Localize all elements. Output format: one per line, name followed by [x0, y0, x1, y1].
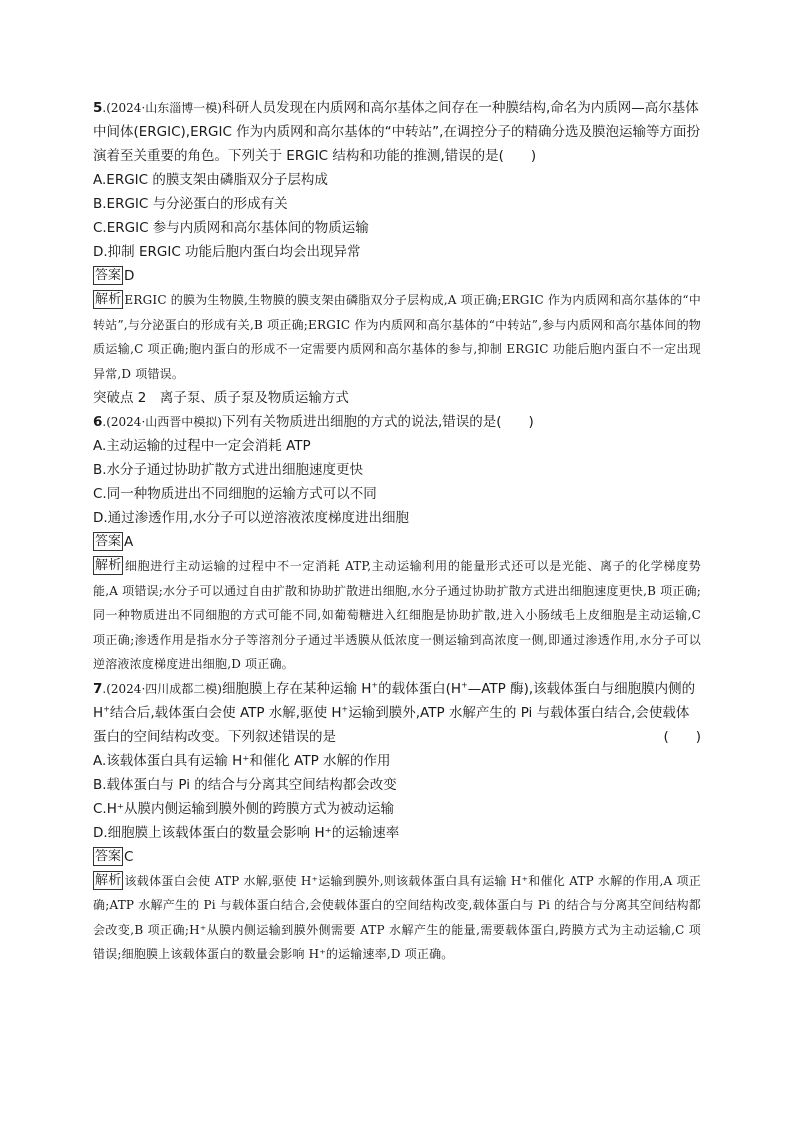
answer-value: D [124, 268, 135, 284]
answer-tag: 答案 [95, 268, 122, 283]
explanation [93, 288, 701, 386]
question-text-d: 结合后,载体蛋白会使 ATP 水解,驱使 H [109, 704, 342, 721]
section-heading: 突破点 2 离子泵、质子泵及物质运输方式 [93, 390, 349, 406]
question-source: .(2024·四川成都二模) [102, 681, 222, 696]
explanation-tag: 解析 [95, 558, 122, 573]
superscript-plus: + [461, 680, 468, 689]
question-text-b: 的载体蛋白(H [378, 680, 462, 697]
question-number: 5 [93, 100, 103, 116]
question-6-stem [93, 410, 701, 434]
question-source: .(2024·山西晋中模拟) [102, 415, 222, 429]
question-text: 科研人员发现在内质网和高尔基体之间存在一种膜结构,命名为内质网—高尔基体中间体(ERGIC),ERGIC 作为内质网和高尔基体的“中转站”,在调控分子的精确分选及膜泡运输等方面扮演着至关重要的角色。下列关于 ERGIC 结构和功能的推测,错误的是( ) [93, 100, 700, 164]
option-a: A.该载体蛋白具有运输 H⁺和催化 ATP 水解的作用 [93, 752, 391, 769]
option-d: D.通过渗透作用,水分子可以逆溶液浓度梯度进出细胞 [93, 510, 409, 526]
option-a: A.主动运输的过程中一定会消耗 ATP [93, 438, 311, 454]
explanation-tag: 解析 [95, 292, 122, 307]
option-c: C.ERGIC 参与内质网和高尔基体间的物质运输 [93, 220, 369, 236]
answer-value: A [124, 534, 134, 550]
answer-line [93, 845, 701, 869]
explanation [93, 554, 701, 677]
question-text-a: 细胞膜上存在某种运输 H [221, 680, 372, 697]
question-text-e: 运输到膜外,ATP 水解产生的 Pi 与载体蛋白结合,会使载体蛋白的空间结构改变。下列叙述错误的是 [93, 704, 690, 745]
question-source: .(2024·山东淄博一模) [102, 101, 222, 115]
answer-line [93, 530, 701, 554]
option-b: B.载体蛋白与 Pi 的结合与分离其空间结构都会改变 [93, 776, 397, 793]
document-page [93, 96, 701, 967]
explanation [93, 869, 701, 967]
superscript-plus: + [103, 704, 110, 713]
explanation-text: 该载体蛋白会使 ATP 水解,驱使 H⁺运输到膜外,则该载体蛋白具有运输 H⁺和催化 ATP 水解的作用,A 项正确;ATP 水解产生的 Pi 与载体蛋白结合,会使载体蛋白的空间结构改变,载体蛋白与 Pi 的结合与分离其空间结构都会改变,B 项正确;H⁺从膜内侧运输到膜外侧需要 ATP 水解产生的能量,需要载体蛋白,跨膜方式为主动运输,C 项错误;细胞膜上该载体蛋白的数量会影响 H⁺的运输速率,D 项正确。 [93, 873, 701, 961]
answer-value: C [124, 848, 134, 865]
option-d: D.抑制 ERGIC 功能后胞内蛋白均会出现异常 [93, 244, 361, 260]
explanation-text: ERGIC 的膜为生物膜,生物膜的膜支架由磷脂双分子层构成,A 项正确;ERGIC 作为内质网和高尔基体的“中转站”,与分泌蛋白的形成有关,B 项正确;ERGIC 作为内质网和高尔基体的“中转站”,参与内质网和高尔基体间的物质运输,C 项正确;胞内蛋白的形成不一定需要内质网和高尔基体的参与,抑制 ERGIC 功能后胞内蛋白不一定出现异常,D 项错误。 [93, 293, 701, 381]
option-a: A.ERGIC 的膜支架由磷脂双分子层构成 [93, 172, 328, 188]
option-b: B.ERGIC 与分泌蛋白的形成有关 [93, 196, 288, 212]
question-5-stem [93, 96, 701, 168]
option-c: C.同一种物质进出不同细胞的运输方式可以不同 [93, 486, 377, 502]
question-text: 下列有关物质进出细胞的方式的说法,错误的是( ) [221, 414, 534, 430]
superscript-plus: + [341, 704, 349, 713]
explanation-text: 细胞进行主动运输的过程中不一定消耗 ATP,主动运输利用的能量形式还可以是光能、离子的化学梯度势能,A 项错误;水分子可以通过自由扩散和协助扩散进出细胞,水分子通过协助扩散方式进出细胞速度更快,B 项正确;同一种物质进出不同细胞的方式可能不同,如葡萄糖进入红细胞是协助扩散,进入小肠绒毛上皮细胞是主动运输,C 项正确;渗透作用是指水分子等溶剂分子通过半透膜从低浓度一侧运输到高浓度一侧,即通过渗透作用,水分子可以逆溶液浓度梯度进出细胞,D 项正确。 [93, 559, 701, 671]
question-7-stem [93, 677, 701, 749]
superscript-plus: + [371, 680, 379, 689]
question-number: 7 [93, 680, 103, 697]
answer-parentheses: ( ) [663, 728, 701, 745]
answer-tag: 答案 [95, 534, 122, 549]
option-d: D.细胞膜上该载体蛋白的数量会影响 H⁺的运输速率 [93, 824, 400, 841]
option-c: C.H⁺从膜内侧运输到膜外侧的跨膜方式为被动运输 [93, 800, 394, 817]
answer-tag: 答案 [95, 848, 122, 864]
answer-line [93, 264, 701, 288]
explanation-tag: 解析 [95, 872, 122, 888]
question-text-c: —ATP 酶),该载体蛋白与细胞膜内侧的 H [93, 680, 696, 721]
question-number: 6 [93, 414, 103, 430]
option-b: B.水分子通过协助扩散方式进出细胞速度更快 [93, 462, 364, 478]
